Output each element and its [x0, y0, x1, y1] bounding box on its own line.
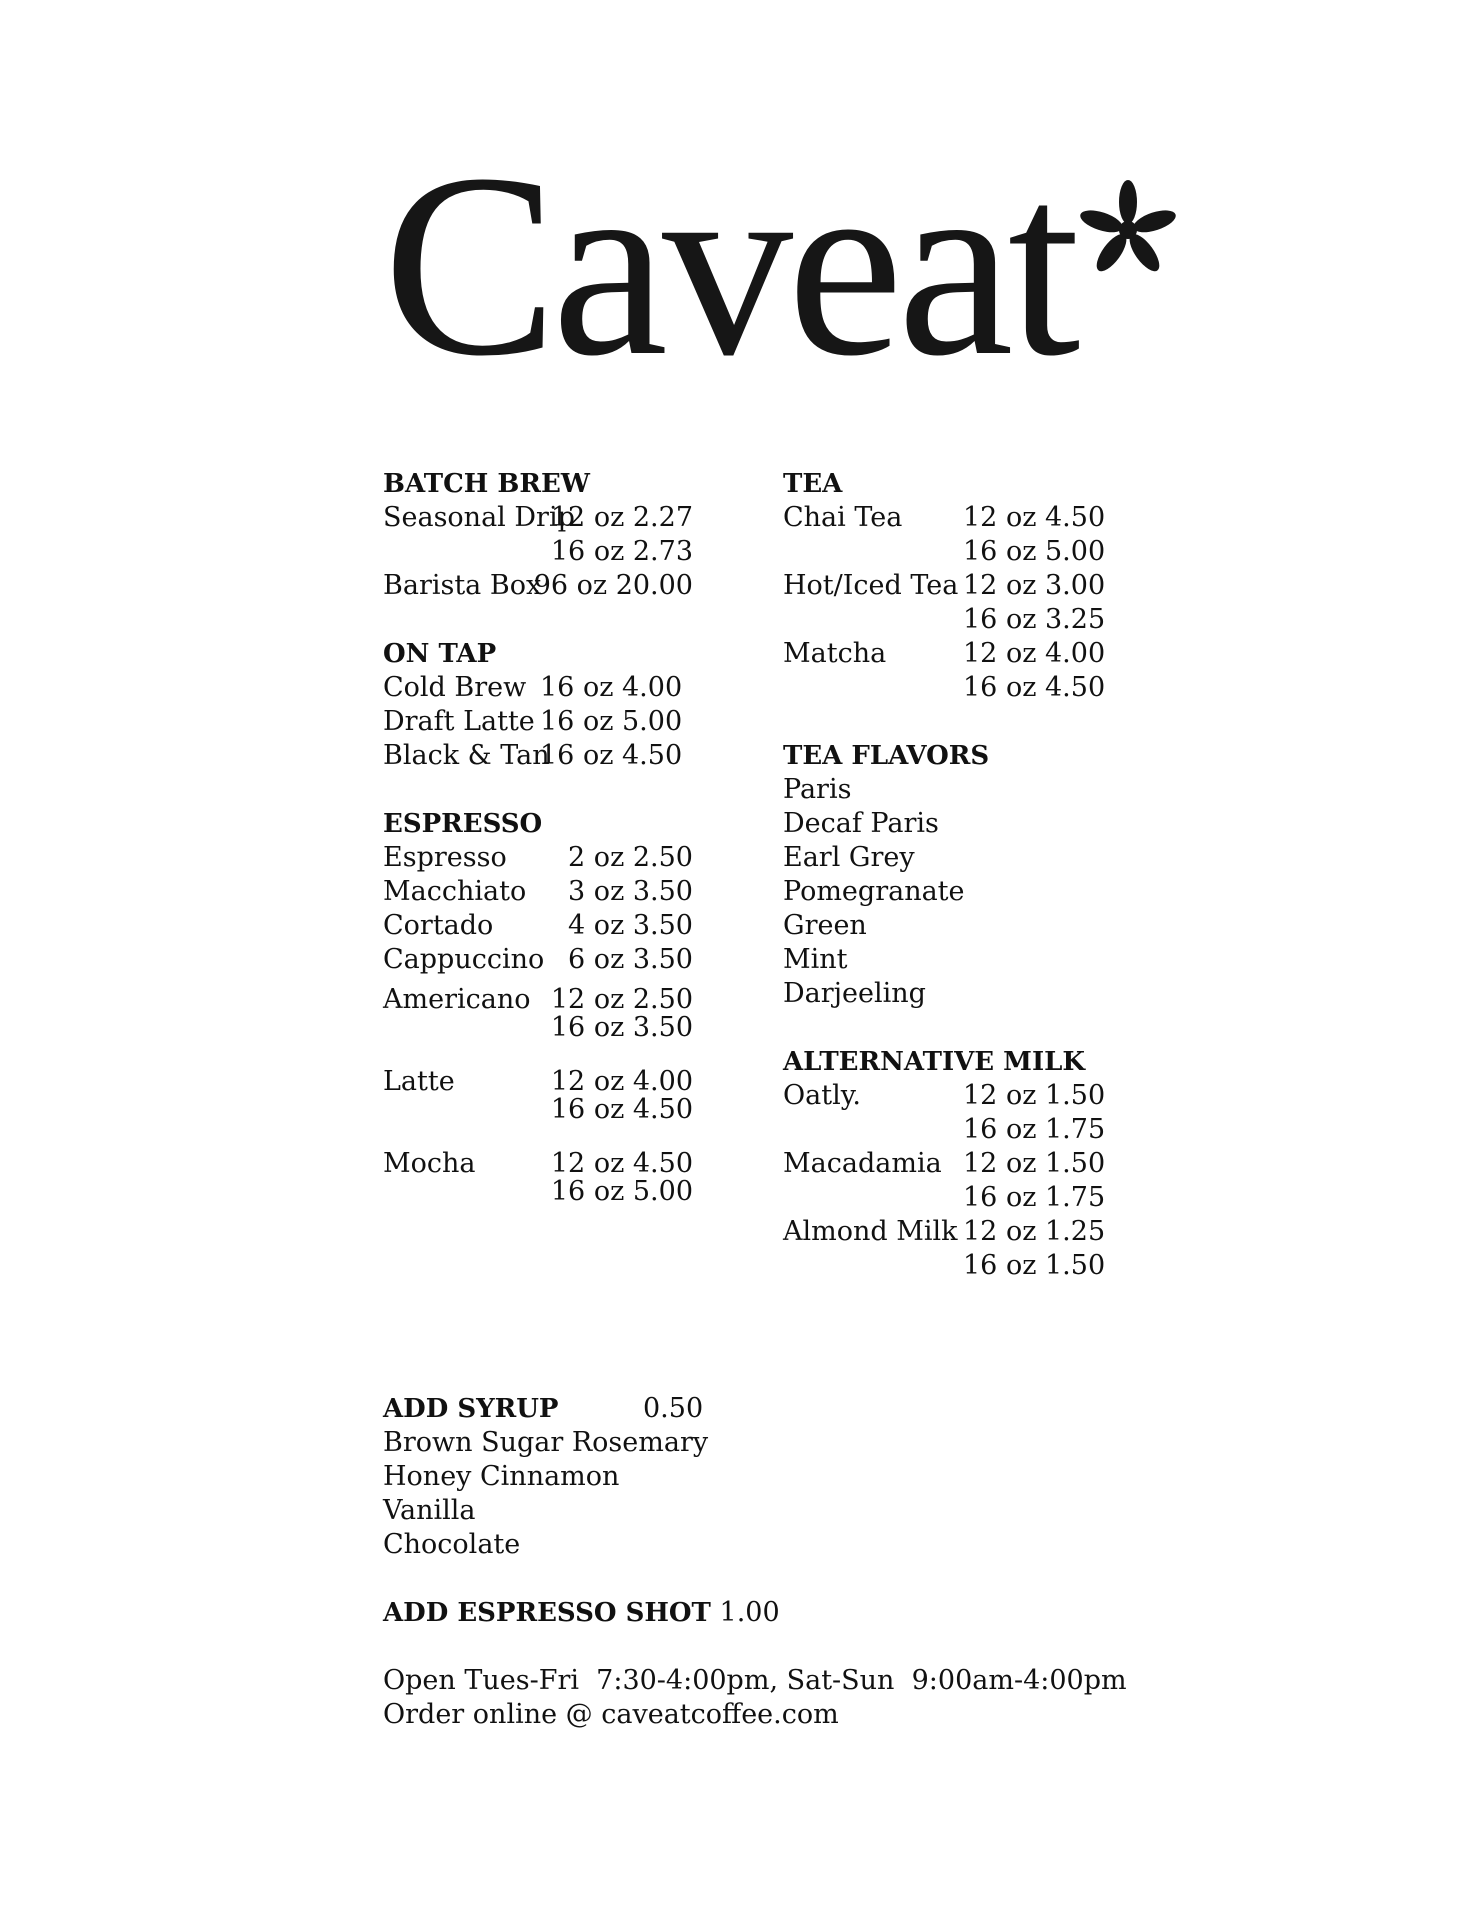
- item-name: Macchiato: [383, 876, 527, 907]
- logo-wordmark: Caveat: [383, 120, 1075, 410]
- footer: [383, 1664, 1283, 1732]
- section-heading: TEA FLAVORS: [783, 741, 990, 771]
- item-name: Matcha: [783, 638, 887, 669]
- item-name: Barista Box: [383, 570, 542, 601]
- espresso-section: [383, 807, 743, 1209]
- alternative-milk-section: [783, 1045, 1163, 1283]
- menu-item-size: [383, 1175, 743, 1209]
- menu-item: [783, 501, 1163, 535]
- menu-item: [383, 841, 743, 875]
- flavor-item: Decaf Paris: [783, 808, 939, 839]
- item-name: Seasonal Drip: [383, 502, 575, 533]
- menu-item-size: [383, 1093, 743, 1127]
- add-espresso-shot: [383, 1596, 1283, 1630]
- menu-item-size: [783, 1113, 1163, 1147]
- order-online-text: Order online @ caveatcoffee.com: [383, 1699, 839, 1730]
- item-price: 12 oz 2.27: [550, 502, 693, 533]
- item-price: 12 oz 1.50: [963, 1080, 1106, 1111]
- batch-brew-section: [383, 467, 743, 603]
- right-menu-column: [783, 467, 1163, 1317]
- menu-item: [383, 671, 743, 705]
- menu-item: [383, 501, 743, 535]
- item-price: 16 oz 1.50: [963, 1250, 1106, 1281]
- menu-item: [383, 1147, 743, 1179]
- item-price: 3 oz 3.50: [568, 876, 693, 907]
- section-heading: ALTERNATIVE MILK: [783, 1047, 1085, 1077]
- item-price: 16 oz 4.50: [963, 672, 1106, 703]
- flavor-item: Green: [783, 910, 867, 941]
- item-price: 16 oz 5.00: [963, 536, 1106, 567]
- item-price: 16 oz 3.25: [963, 604, 1106, 635]
- menu-item: [383, 569, 743, 603]
- item-price: 16 oz 1.75: [963, 1114, 1106, 1145]
- item-name: Cappuccino: [383, 944, 545, 975]
- item-name: Latte: [383, 1066, 455, 1097]
- opening-hours: Open Tues-Fri 7:30-4:00pm, Sat-Sun 9:00am-4:00pm: [383, 1665, 1127, 1696]
- menu-item-size: [383, 1011, 743, 1045]
- item-price: 4 oz 3.50: [568, 910, 693, 941]
- syrup-item: Honey Cinnamon: [383, 1461, 620, 1492]
- menu-item: [383, 1065, 743, 1097]
- menu-item: [383, 983, 743, 1015]
- menu-item: [383, 909, 743, 943]
- item-price: 12 oz 2.50: [550, 984, 693, 1015]
- section-heading: ADD SYRUP: [383, 1394, 559, 1424]
- menu-item: [783, 1147, 1163, 1181]
- flavor-item: Earl Grey: [783, 842, 915, 873]
- flavor-item: Pomegranate: [783, 876, 965, 907]
- item-price: 12 oz 1.50: [963, 1148, 1106, 1179]
- section-heading: ADD ESPRESSO SHOT: [383, 1598, 711, 1628]
- menu-item-size: [383, 535, 743, 569]
- menu-item-size: [783, 1181, 1163, 1215]
- menu-item: [783, 637, 1163, 671]
- item-name: Macadamia: [783, 1148, 942, 1179]
- item-price: 16 oz 5.00: [540, 706, 683, 737]
- item-name: Hot/Iced Tea: [783, 570, 959, 601]
- item-name: Cortado: [383, 910, 494, 941]
- flavor-item: Mint: [783, 944, 848, 975]
- item-price: 16 oz 4.00: [540, 672, 683, 703]
- item-price: 96 oz 20.00: [533, 570, 693, 601]
- item-name: Draft Latte: [383, 706, 535, 737]
- tea-flavors-section: [783, 739, 1163, 1011]
- item-name: Mocha: [383, 1148, 476, 1179]
- item-price: 16 oz 1.75: [963, 1182, 1106, 1213]
- item-price: 12 oz 4.00: [963, 638, 1106, 669]
- menu-item: [783, 1079, 1163, 1113]
- menu-item-size: [783, 603, 1163, 637]
- item-price: 12 oz 4.50: [963, 502, 1106, 533]
- item-price: 16 oz 2.73: [550, 536, 693, 567]
- section-heading: BATCH BREW: [383, 469, 590, 499]
- item-price: 16 oz 4.50: [540, 740, 683, 771]
- item-price: 12 oz 4.00: [550, 1066, 693, 1097]
- item-price: 6 oz 3.50: [568, 944, 693, 975]
- item-price: 12 oz 1.25: [963, 1216, 1106, 1247]
- flavor-item: Darjeeling: [783, 978, 926, 1009]
- menu-item: [383, 943, 743, 977]
- menu-item-size: [783, 535, 1163, 569]
- menu-item: [383, 705, 743, 739]
- caveat-logo: [383, 120, 1183, 410]
- item-name: Black & Tan: [383, 740, 550, 771]
- item-price: 16 oz 3.50: [550, 1012, 693, 1043]
- item-price: 12 oz 4.50: [550, 1148, 693, 1179]
- syrup-item: Brown Sugar Rosemary: [383, 1427, 709, 1458]
- item-name: Americano: [383, 984, 531, 1015]
- item-name: Oatly.: [783, 1080, 861, 1111]
- left-menu-column: [383, 467, 743, 1243]
- item-name: Chai Tea: [783, 502, 903, 533]
- tea-section: [783, 467, 1163, 705]
- asterisk-icon: [1078, 180, 1178, 280]
- item-price: 16 oz 4.50: [550, 1094, 693, 1125]
- add-syrup-header: [383, 1392, 1283, 1426]
- section-heading: ESPRESSO: [383, 809, 543, 839]
- syrup-item: Chocolate: [383, 1529, 521, 1560]
- section-heading: TEA: [783, 469, 843, 499]
- item-name: Espresso: [383, 842, 507, 873]
- shot-price: 1.00: [719, 1597, 780, 1628]
- menu-item: [383, 739, 743, 773]
- syrup-price: 0.50: [643, 1393, 704, 1424]
- item-name: Cold Brew: [383, 672, 527, 703]
- item-name: Almond Milk: [783, 1216, 958, 1247]
- menu-item: [783, 569, 1163, 603]
- menu-item: [383, 875, 743, 909]
- menu-item-size: [783, 671, 1163, 705]
- menu-item-size: [783, 1249, 1163, 1283]
- add-syrup-section: [383, 1392, 1283, 1562]
- flavor-item: Paris: [783, 774, 852, 805]
- item-price: 12 oz 3.00: [963, 570, 1106, 601]
- section-heading: ON TAP: [383, 639, 497, 669]
- menu-item: [783, 1215, 1163, 1249]
- syrup-item: Vanilla: [383, 1495, 476, 1526]
- item-price: 2 oz 2.50: [568, 842, 693, 873]
- on-tap-section: [383, 637, 743, 773]
- item-price: 16 oz 5.00: [550, 1176, 693, 1207]
